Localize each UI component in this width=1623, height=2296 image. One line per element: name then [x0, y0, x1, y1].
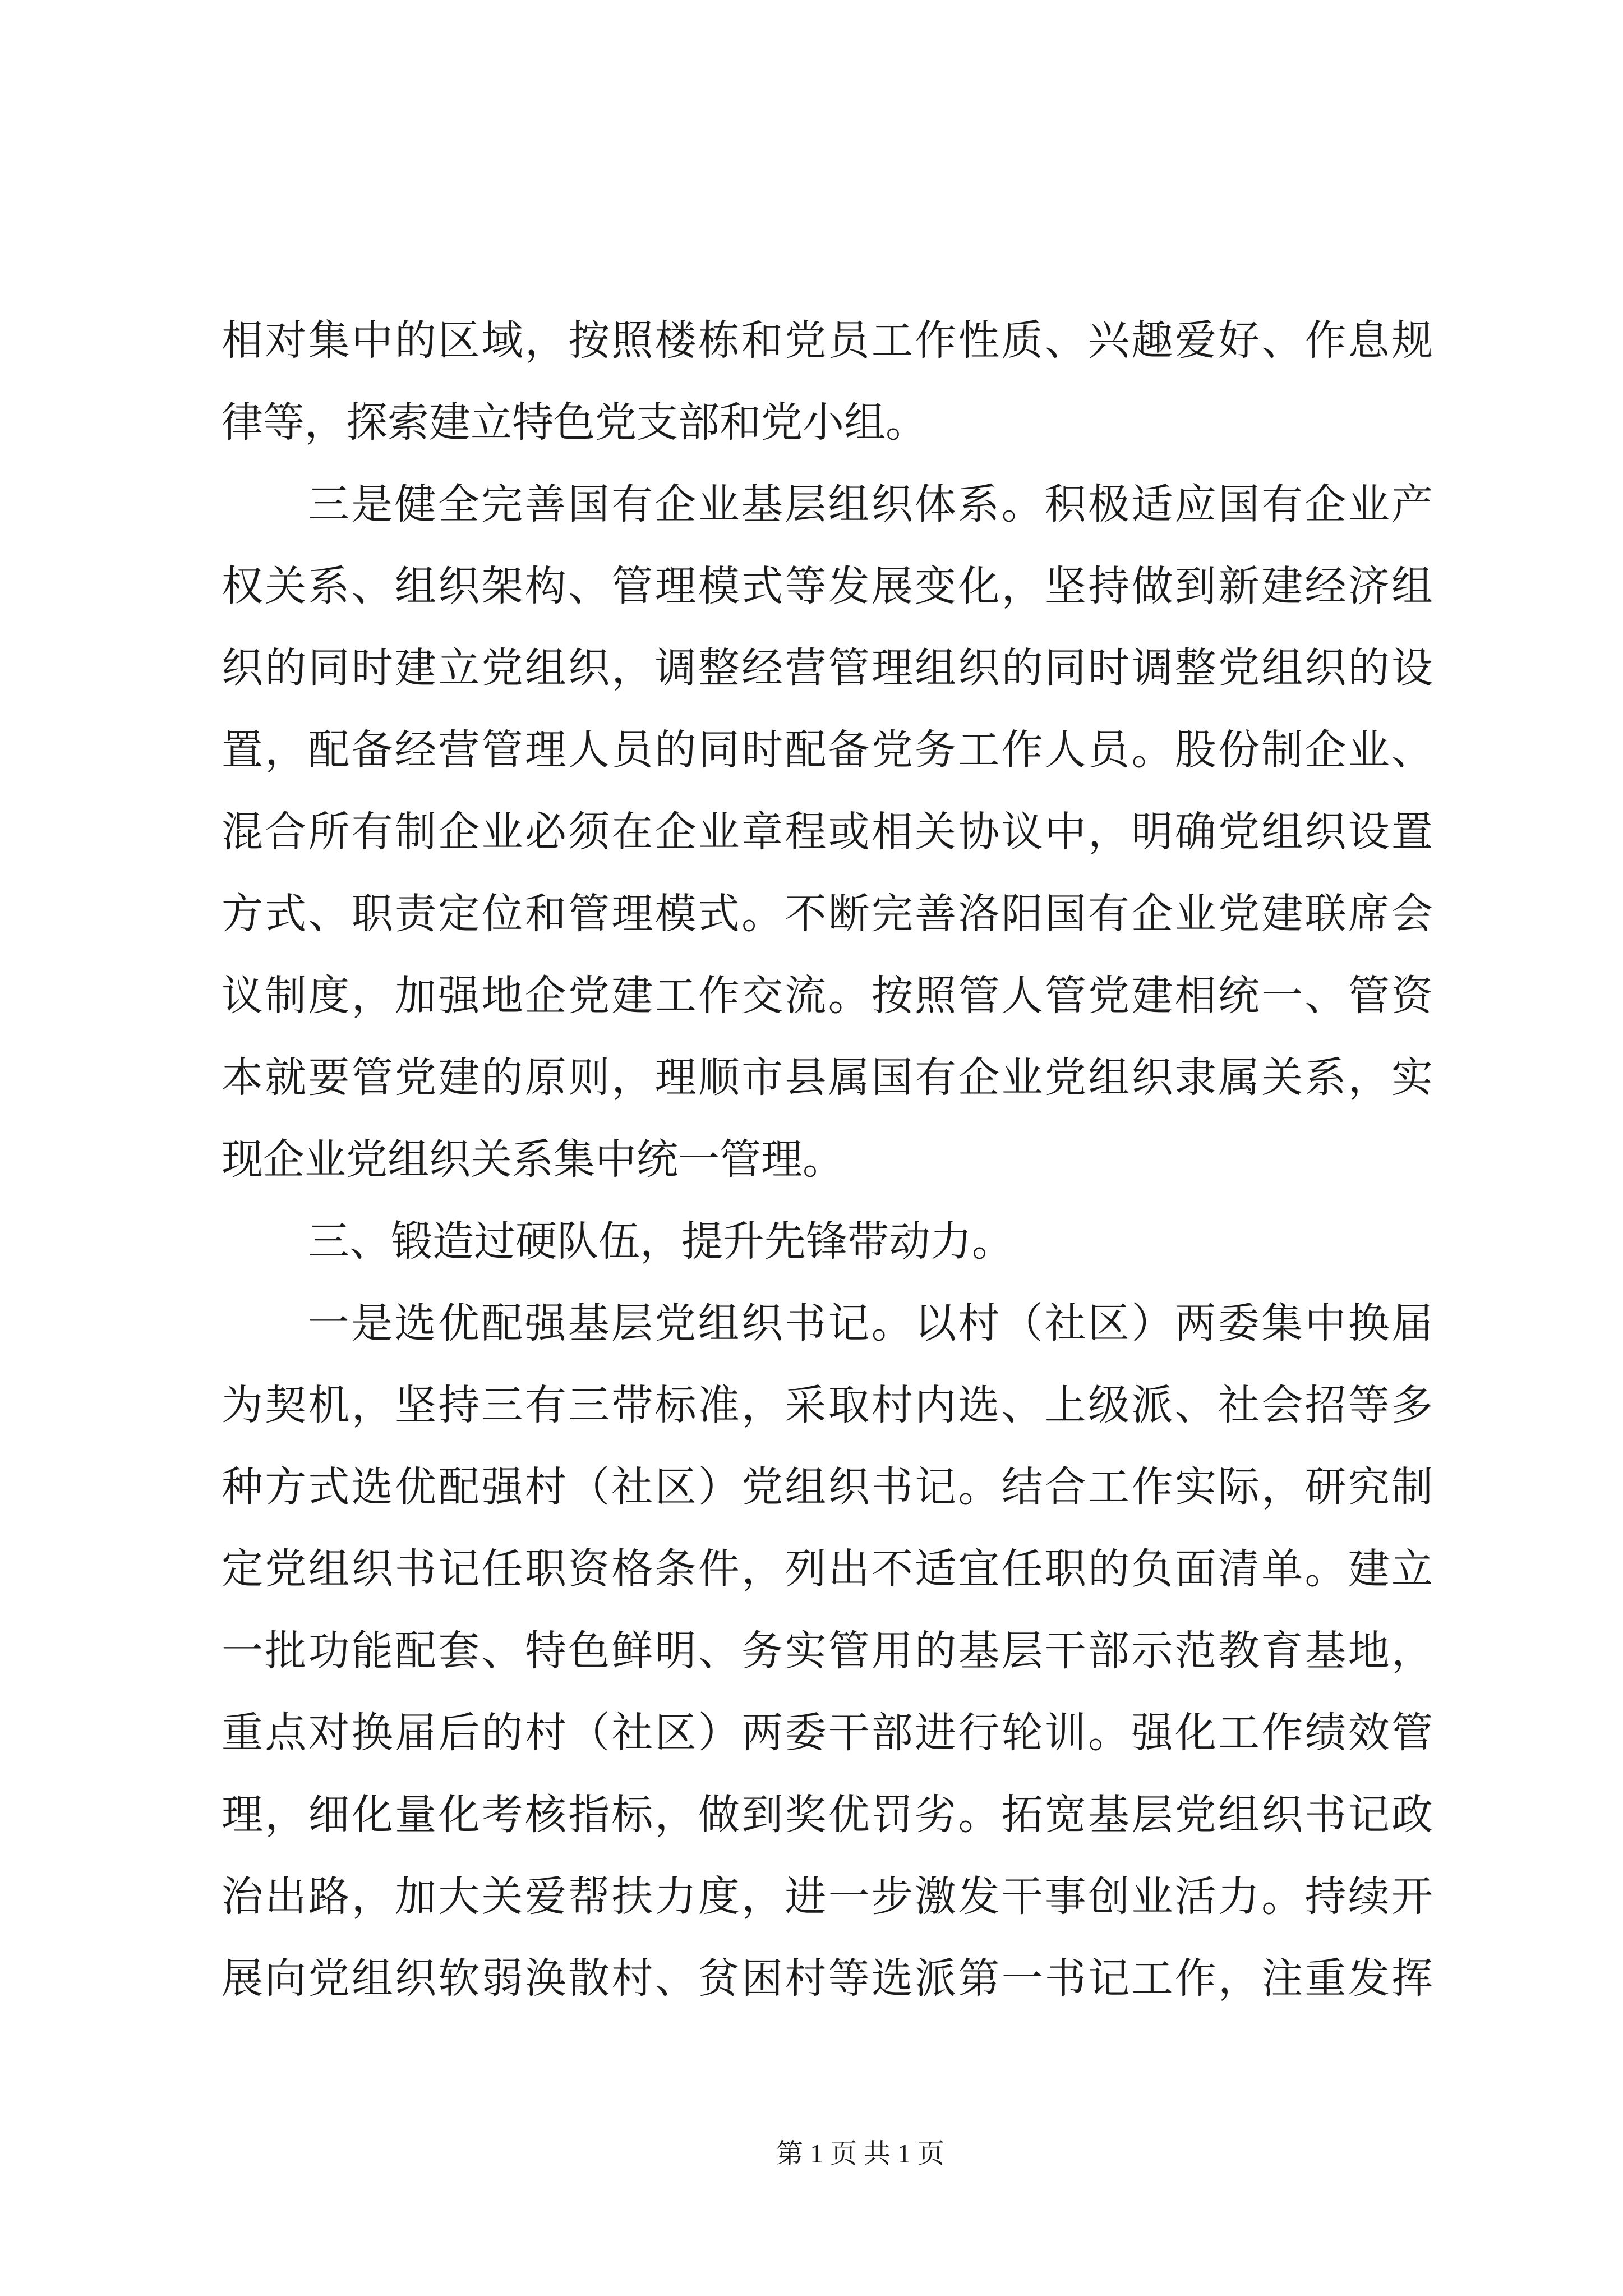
text-line: 一批功能配套、特色鲜明、务实管用的基层干部示范教育基地， — [222, 1628, 1433, 1674]
text-line: 理，细化量化考核指标，做到奖优罚劣。拓宽基层党组织书记政 — [222, 1792, 1433, 1838]
page-footer: 第 1 页 共 1 页 — [776, 2139, 945, 2169]
body-text — [222, 300, 1433, 2020]
text-line: 织的同时建立党组织，调整经营管理组织的同时调整党组织的设 — [222, 646, 1433, 692]
text-line: 现企业党组织关系集中统一管理。 — [222, 1137, 844, 1183]
text-line: 定党组织书记任职资格条件，列出不适宜任职的负面清单。建立 — [222, 1547, 1433, 1593]
paragraph — [222, 464, 1433, 1201]
paragraph — [222, 1283, 1433, 2020]
text-line: 三、锻造过硬队伍，提升先锋带动力。 — [308, 1219, 1013, 1265]
paragraph — [222, 300, 1433, 464]
section-heading — [222, 1201, 1433, 1283]
text-line: 相对集中的区域，按照楼栋和党员工作性质、兴趣爱好、作息规 — [222, 318, 1433, 364]
text-line: 三是健全完善国有企业基层组织体系。积极适应国有企业产 — [308, 482, 1433, 528]
text-line: 一是选优配强基层党组织书记。以村（社区）两委集中换届 — [308, 1301, 1433, 1347]
text-line: 律等，探索建立特色党支部和党小组。 — [222, 400, 927, 446]
text-line: 展向党组织软弱涣散村、贫困村等选派第一书记工作，注重发挥 — [222, 1956, 1433, 2002]
text-line: 治出路，加大关爱帮扶力度，进一步激发干事创业活力。持续开 — [222, 1874, 1433, 1920]
text-line: 重点对换届后的村（社区）两委干部进行轮训。强化工作绩效管 — [222, 1710, 1433, 1756]
text-line: 种方式选优配强村（社区）党组织书记。结合工作实际，研究制 — [222, 1465, 1433, 1511]
text-line: 议制度，加强地企党建工作交流。按照管人管党建相统一、管资 — [222, 973, 1433, 1019]
text-line: 置，配备经营管理人员的同时配备党务工作人员。股份制企业、 — [222, 728, 1433, 774]
text-line: 权关系、组织架构、管理模式等发展变化，坚持做到新建经济组 — [222, 564, 1433, 610]
text-line: 方式、职责定位和管理模式。不断完善洛阳国有企业党建联席会 — [222, 891, 1433, 937]
text-line: 混合所有制企业必须在企业章程或相关协议中，明确党组织设置 — [222, 809, 1433, 855]
text-line: 本就要管党建的原则，理顺市县属国有企业党组织隶属关系，实 — [222, 1055, 1433, 1101]
text-line: 为契机，坚持三有三带标准，采取村内选、上级派、社会招等多 — [222, 1383, 1433, 1429]
